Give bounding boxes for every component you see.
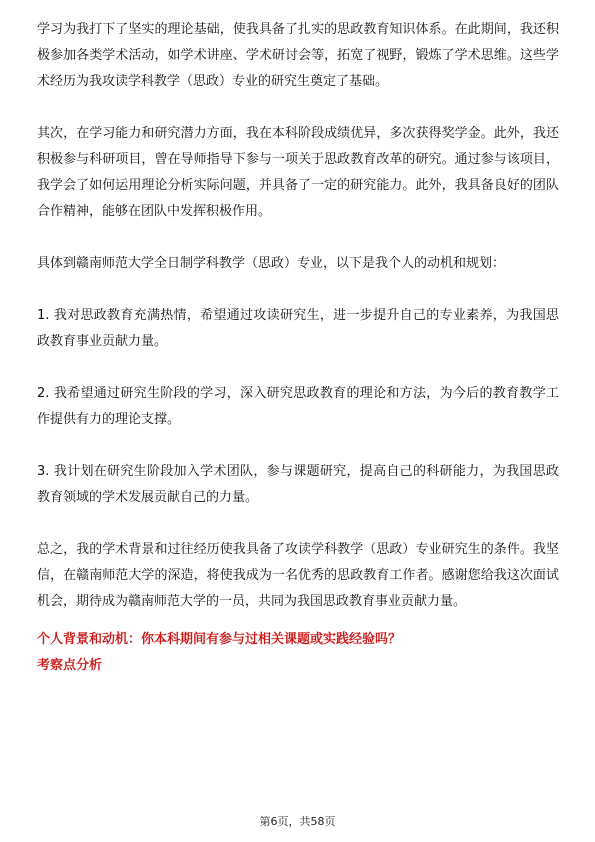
paragraph-conclusion: 总之，我的学术背景和过往经历使我具备了攻读学科教学（思政）专业研究生的条件。我坚信，在赣南师范大学的深造，将使我成为一名优秀的思政教育工作者。感谢您给我这次面试机会，期待成为赣南师范大学的一员，共同为我国思政教育事业贡献力量。: [37, 542, 559, 609]
analysis-subheading: 考察点分析: [37, 658, 103, 673]
list-item-plan-3: 3. 我计划在研究生阶段加入学术团队，参与课题研究，提高自己的科研能力，为我国思政教育领域的学术发展贡献自己的力量。: [37, 464, 559, 505]
page-number-footer: 第6页，共58页: [259, 815, 336, 828]
list-item-plan-1: 1. 我对思政教育充满热情，希望通过攻读研究生，进一步提升自己的专业素养，为我国思政教育事业贡献力量。: [37, 308, 559, 349]
paragraph-research-ability: 其次，在学习能力和研究潜力方面，我在本科阶段成绩优异，多次获得奖学金。此外，我还积极参与科研项目，曾在导师指导下参与一项关于思政教育改革的研究。通过参与该项目，我学会了如何运用理论分析实际问题，并具备了一定的研究能力。此外，我具备良好的团队合作精神，能够在团队中发挥积极作用。: [37, 126, 559, 219]
paragraph-motivation-intro: 具体到赣南师范大学全日制学科教学（思政）专业，以下是我个人的动机和规划：: [37, 256, 506, 271]
list-item-plan-2: 2. 我希望通过研究生阶段的学习，深入研究思政教育的理论和方法，为今后的教育教学工作提供有力的理论支撑。: [37, 386, 559, 427]
paragraph-academic-foundation: 学习为我打下了坚实的理论基础，使我具备了扎实的思政教育知识体系。在此期间，我还积极参加各类学术活动，如学术讲座、学术研讨会等，拓宽了视野，锻炼了学术思维。这些学术经历为我攻读学科教学（思政）专业的研究生奠定了基础。: [37, 22, 559, 89]
interview-question-heading: 个人背景和动机：你本科期间有参与过相关课题或实践经验吗？: [37, 632, 402, 647]
document-body: [37, 17, 559, 679]
